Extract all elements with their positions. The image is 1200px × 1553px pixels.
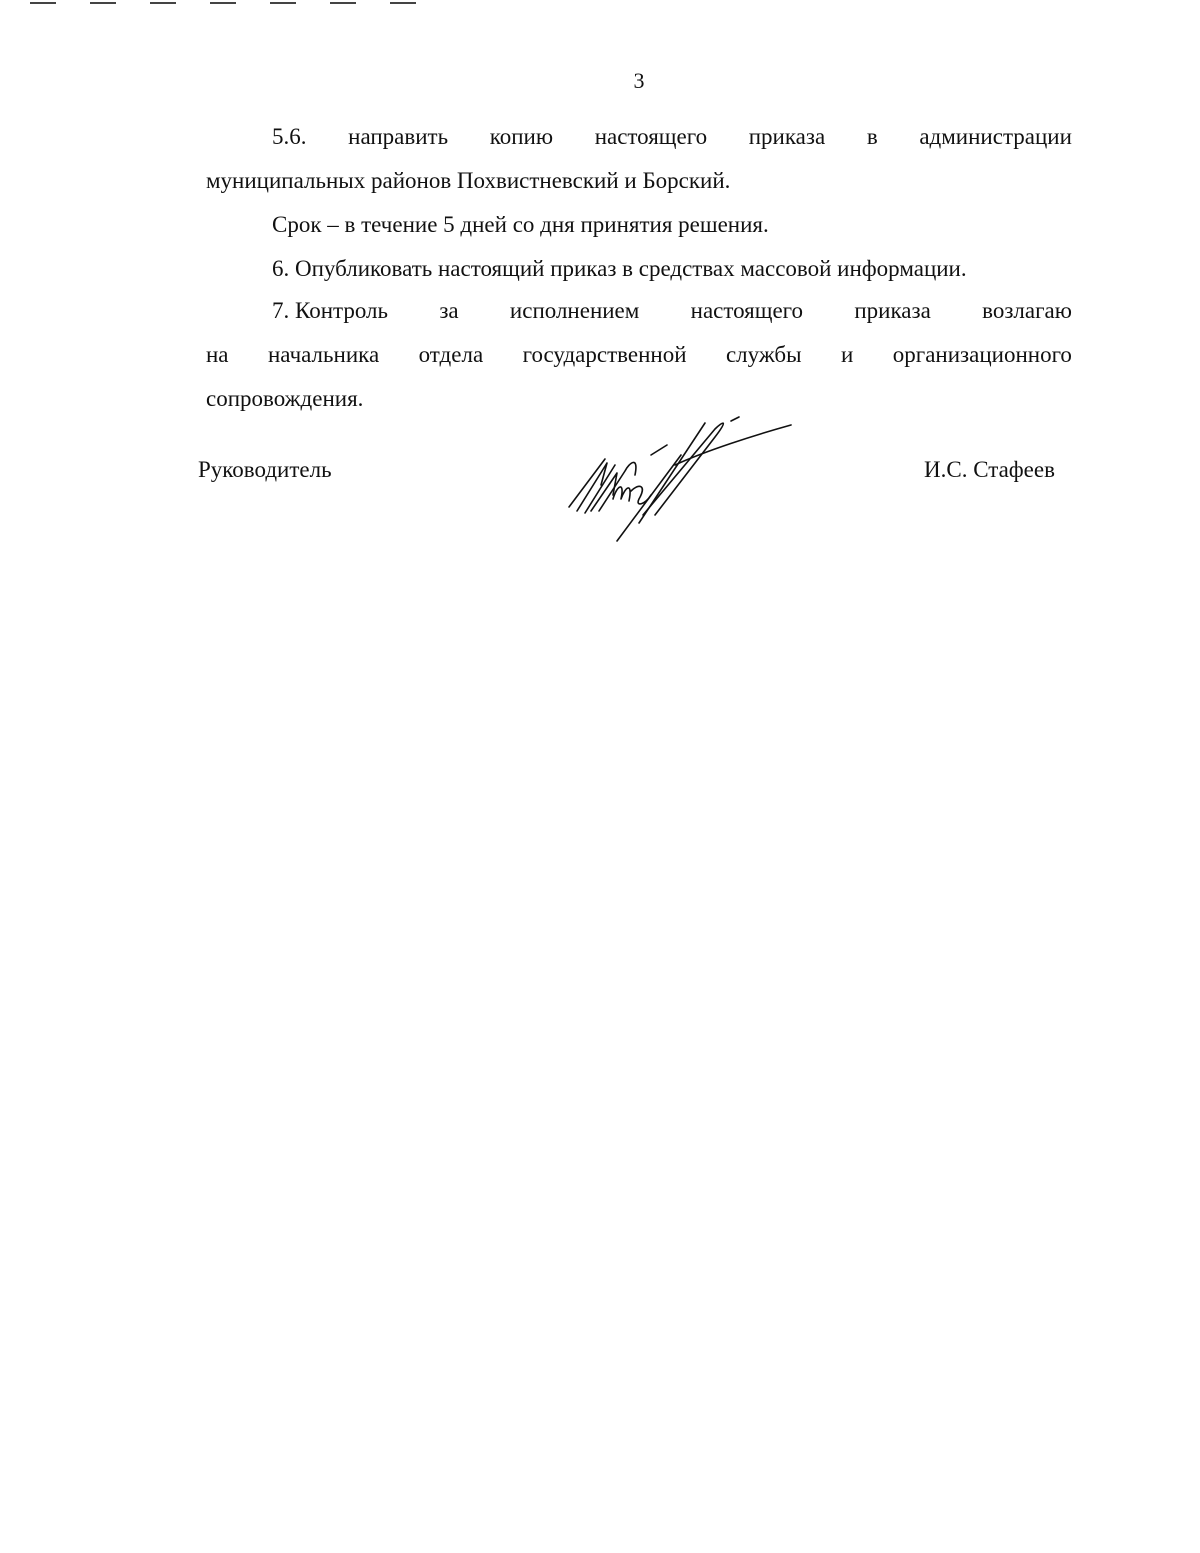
- scan-mark: [270, 2, 296, 4]
- word: исполнением: [509, 298, 640, 323]
- paragraph-7-line-2: [206, 333, 1072, 377]
- scan-mark: [30, 2, 56, 4]
- word: отдела: [418, 342, 484, 367]
- scan-mark: [150, 2, 176, 4]
- scan-edge-marks: [0, 0, 430, 6]
- paragraph-6-text: 6. Опубликовать настоящий приказ в средствах массовой информации.: [272, 256, 967, 281]
- word: администрации: [919, 124, 1072, 149]
- word: возлагаю: [982, 298, 1072, 323]
- word: государственной: [522, 342, 687, 367]
- scan-mark: [90, 2, 116, 4]
- scan-mark: [390, 2, 416, 4]
- paragraph-7-line-1: [206, 289, 1072, 333]
- scan-mark: [210, 2, 236, 4]
- word: начальника: [267, 342, 380, 367]
- word: организационного: [892, 342, 1072, 367]
- scan-mark: [330, 2, 356, 4]
- paragraph-7: [206, 289, 1072, 421]
- paragraph-6: [206, 247, 1072, 291]
- signatory-position: Руководитель: [198, 457, 332, 482]
- word: настоящего: [690, 298, 804, 323]
- word: направить: [348, 124, 449, 149]
- deadline-paragraph: [206, 203, 1072, 247]
- word: в: [866, 124, 878, 149]
- word: приказа: [748, 124, 826, 149]
- word: настоящего: [594, 124, 708, 149]
- word: за: [439, 298, 459, 323]
- word: 5.6.: [272, 124, 307, 149]
- word: копию: [489, 124, 554, 149]
- handwritten-signature: [555, 415, 795, 545]
- paragraph-7-line-3: сопровождения.: [206, 386, 364, 411]
- word: службы: [725, 342, 802, 367]
- paragraph-5-6: [206, 115, 1072, 203]
- word: 7. Контроль: [272, 298, 388, 323]
- paragraph-5-6-line-2: муниципальных районов Похвистневский и Борский.: [206, 168, 731, 193]
- signatory-name: И.С. Стафеев: [924, 457, 1055, 482]
- word: на: [206, 342, 229, 367]
- deadline-text: Срок – в течение 5 дней со дня принятия решения.: [272, 212, 769, 237]
- paragraph-5-6-line-1: [206, 115, 1072, 159]
- word: и: [841, 342, 854, 367]
- page-number: 3: [633, 68, 645, 93]
- word: приказа: [854, 298, 931, 323]
